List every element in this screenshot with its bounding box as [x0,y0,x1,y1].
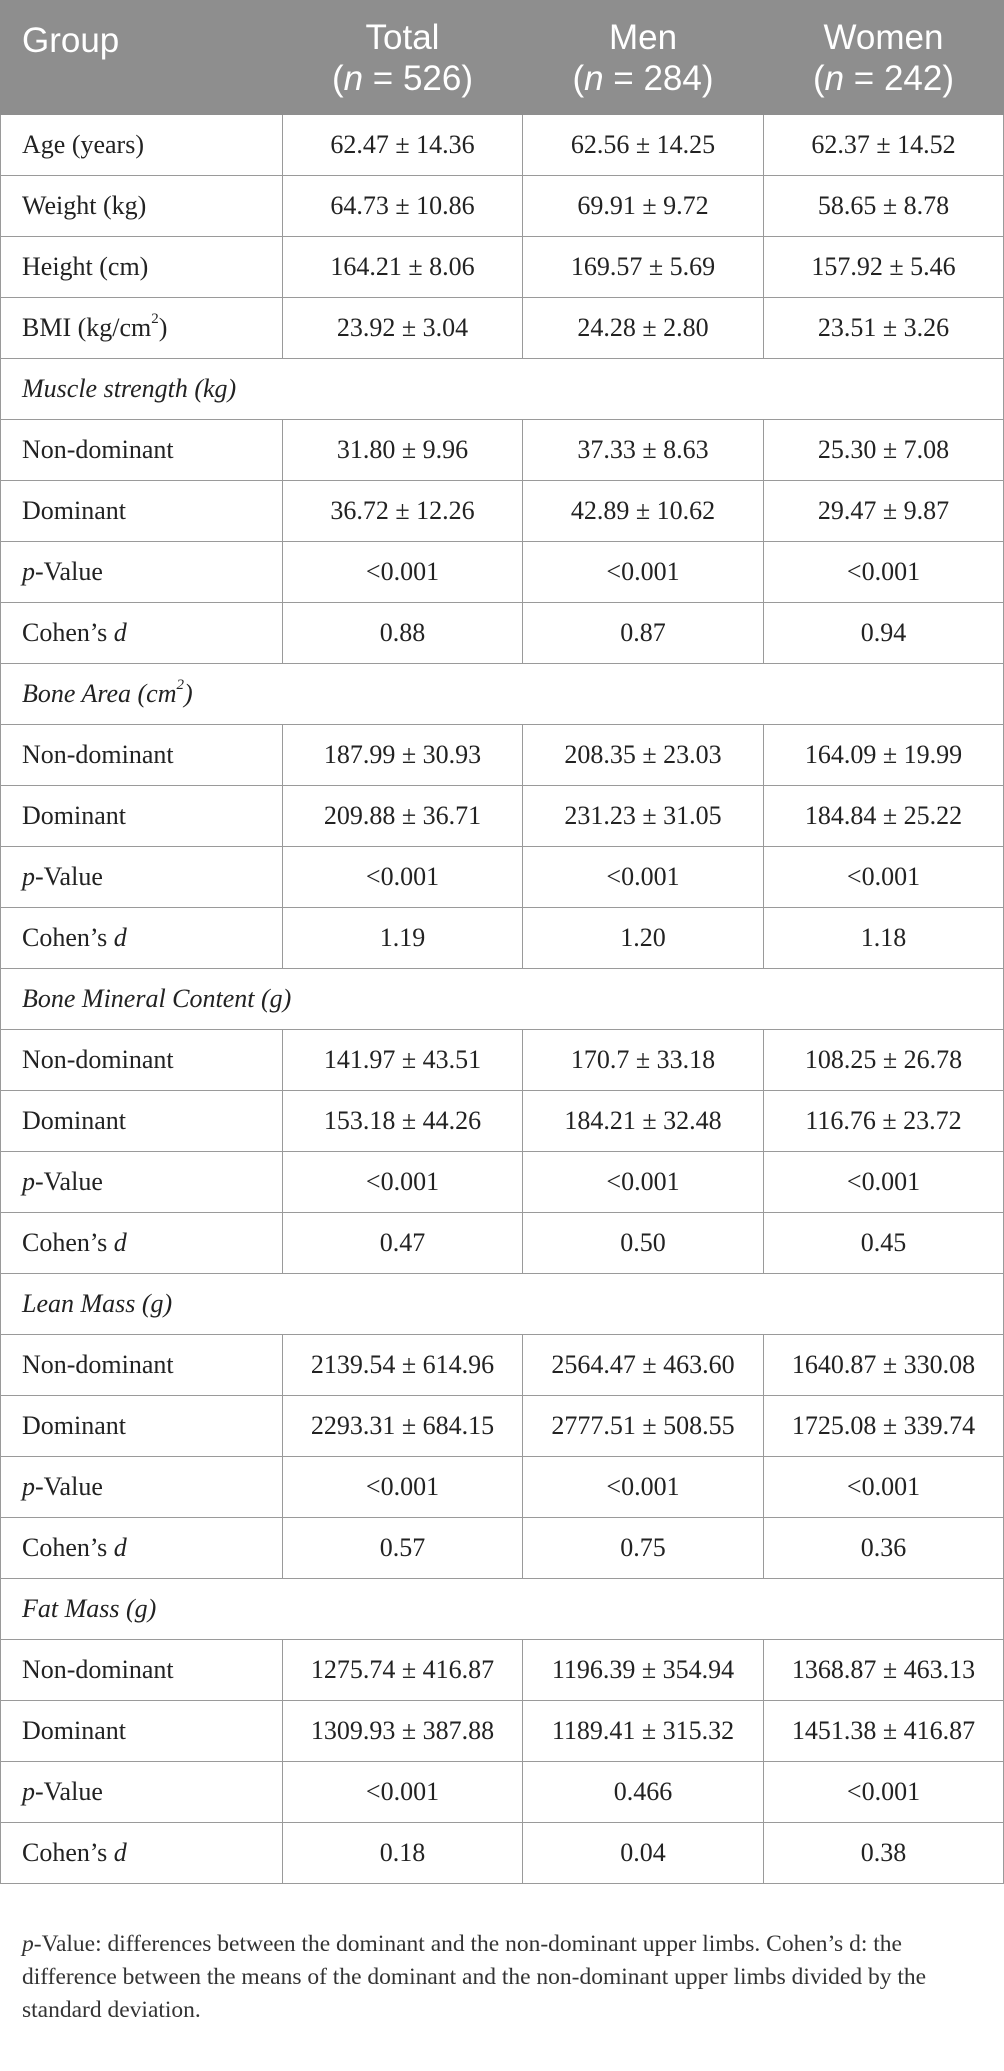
cell-women: <0.001 [764,1762,1004,1823]
cell-women: 184.84 ± 25.22 [764,786,1004,847]
cell-total: <0.001 [283,542,523,603]
cell-total: 0.88 [283,603,523,664]
row-label: Height (cm) [1,237,283,298]
header-total [283,1,523,115]
table-row [1,908,1004,969]
section-header [1,359,1004,420]
cell-total: <0.001 [283,1762,523,1823]
cell-men: <0.001 [523,1152,764,1213]
cell-women: 1451.38 ± 416.87 [764,1701,1004,1762]
cell-total: 2293.31 ± 684.15 [283,1396,523,1457]
cell-men: 1.20 [523,908,764,969]
row-label: p-Value [1,1152,283,1213]
table-row [1,237,1004,298]
table-row [1,1091,1004,1152]
cell-total: 23.92 ± 3.04 [283,298,523,359]
cell-total: 0.18 [283,1823,523,1884]
cell-women: 0.36 [764,1518,1004,1579]
row-label: Dominant [1,786,283,847]
cell-men: 0.50 [523,1213,764,1274]
header-women-name: Women [823,17,944,57]
cell-men: 69.91 ± 9.72 [523,176,764,237]
cell-total: <0.001 [283,847,523,908]
header-men [523,1,764,115]
cell-total: 209.88 ± 36.71 [283,786,523,847]
cell-men: 62.56 ± 14.25 [523,115,764,176]
table-row [1,481,1004,542]
cell-men: 42.89 ± 10.62 [523,481,764,542]
section-title: Bone Mineral Content (g) [1,969,1004,1030]
cell-total: 1.19 [283,908,523,969]
cell-total: 141.97 ± 43.51 [283,1030,523,1091]
cell-total: 1275.74 ± 416.87 [283,1640,523,1701]
cell-total: 0.47 [283,1213,523,1274]
cell-women: 1368.87 ± 463.13 [764,1640,1004,1701]
cell-women: 157.92 ± 5.46 [764,237,1004,298]
cell-men: 2564.47 ± 463.60 [523,1335,764,1396]
header-total-n: (n = 526) [331,58,474,98]
cell-men: 231.23 ± 31.05 [523,786,764,847]
cell-men: <0.001 [523,542,764,603]
row-label: Weight (kg) [1,176,283,237]
cell-men: <0.001 [523,847,764,908]
row-label: Dominant [1,481,283,542]
table-footnote: p-Value: differences between the dominant and the non-dominant upper limbs. Cohen’s d: the difference between the means of the dominant and the non-dominant upper limbs divided by the standard deviation. [22,1931,927,2023]
section-title: Lean Mass (g) [1,1274,1004,1335]
header-total-name: Total [365,17,440,57]
table-row [1,298,1004,359]
cell-total: 164.21 ± 8.06 [283,237,523,298]
cell-men: 1189.41 ± 315.32 [523,1701,764,1762]
cell-men: 2777.51 ± 508.55 [523,1396,764,1457]
row-label: Cohen’s d [1,1823,283,1884]
section-title: Muscle strength (kg) [1,359,1004,420]
table-row [1,603,1004,664]
cell-men: 37.33 ± 8.63 [523,420,764,481]
row-label: Non-dominant [1,1640,283,1701]
cell-women: 164.09 ± 19.99 [764,725,1004,786]
cell-total: 62.47 ± 14.36 [283,115,523,176]
cell-women: <0.001 [764,1152,1004,1213]
table-row [1,786,1004,847]
table-row [1,1762,1004,1823]
row-label: Non-dominant [1,1335,283,1396]
table-row [1,1457,1004,1518]
cell-total: 1309.93 ± 387.88 [283,1701,523,1762]
cell-men: 170.7 ± 33.18 [523,1030,764,1091]
cell-women: 0.94 [764,603,1004,664]
section-title: Bone Area $(cm^2)$ [1,664,1004,725]
cell-total: 36.72 ± 12.26 [283,481,523,542]
cell-women: 1725.08 ± 339.74 [764,1396,1004,1457]
header-women-n: (n = 242) [812,58,955,98]
section-header [1,664,1004,725]
table-row [1,1701,1004,1762]
cell-men: 0.75 [523,1518,764,1579]
header-row [1,1,1004,115]
row-label: Dominant [1,1396,283,1457]
cell-men: 184.21 ± 32.48 [523,1091,764,1152]
cell-men: 24.28 ± 2.80 [523,298,764,359]
section-title: Fat Mass (g) [1,1579,1004,1640]
cell-men: 169.57 ± 5.69 [523,237,764,298]
cell-women: <0.001 [764,847,1004,908]
cell-men: 0.466 [523,1762,764,1823]
cell-women: 23.51 ± 3.26 [764,298,1004,359]
cell-women: <0.001 [764,542,1004,603]
cell-total: 0.57 [283,1518,523,1579]
header-men-n: (n = 284) [572,58,714,98]
row-label: Non-dominant [1,725,283,786]
cell-total: 31.80 ± 9.96 [283,420,523,481]
row-label: Cohen’s d [1,603,283,664]
header-men-name: Men [608,17,678,57]
table-row [1,1213,1004,1274]
table-row [1,847,1004,908]
cell-total: <0.001 [283,1457,523,1518]
cell-women: <0.001 [764,1457,1004,1518]
section-header [1,1274,1004,1335]
cell-women: 0.45 [764,1213,1004,1274]
row-label: Cohen’s d [1,1518,283,1579]
header-group: Group [1,1,283,115]
row-label: p-Value [1,847,283,908]
cell-total: 2139.54 ± 614.96 [283,1335,523,1396]
table-row [1,1030,1004,1091]
cell-women: 62.37 ± 14.52 [764,115,1004,176]
cell-women: 0.38 [764,1823,1004,1884]
row-label: Non-dominant [1,420,283,481]
cell-men: <0.001 [523,1457,764,1518]
table-row [1,1396,1004,1457]
table-row [1,542,1004,603]
cell-women: 116.76 ± 23.72 [764,1091,1004,1152]
row-label: Dominant [1,1091,283,1152]
table-row [1,725,1004,786]
cell-women: 1640.87 ± 330.08 [764,1335,1004,1396]
table-row [1,176,1004,237]
row-label: p-Value [1,1457,283,1518]
cell-total: <0.001 [283,1152,523,1213]
section-header [1,969,1004,1030]
cell-women: 1.18 [764,908,1004,969]
cell-women: 29.47 ± 9.87 [764,481,1004,542]
cell-total: 64.73 ± 10.86 [283,176,523,237]
table-row [1,1152,1004,1213]
row-label: Dominant [1,1701,283,1762]
table-row [1,1335,1004,1396]
table-row [1,1823,1004,1884]
row-label: Age (years) [1,115,283,176]
cell-men: 0.04 [523,1823,764,1884]
row-label: Cohen’s d [1,908,283,969]
header-women [764,1,1004,115]
section-header [1,1579,1004,1640]
table-row [1,1518,1004,1579]
cell-women: 25.30 ± 7.08 [764,420,1004,481]
row-label: Cohen’s d [1,1213,283,1274]
cell-women: 108.25 ± 26.78 [764,1030,1004,1091]
row-label: p-Value [1,542,283,603]
cell-men: 0.87 [523,603,764,664]
cell-women: 58.65 ± 8.78 [764,176,1004,237]
cell-total: 153.18 ± 44.26 [283,1091,523,1152]
table-row [1,1640,1004,1701]
table-row [1,420,1004,481]
cell-men: 1196.39 ± 354.94 [523,1640,764,1701]
row-label: BMI $(kg/cm^2)$ [1,298,283,359]
table-row [1,115,1004,176]
row-label: Non-dominant [1,1030,283,1091]
row-label: p-Value [1,1762,283,1823]
cell-men: 208.35 ± 23.03 [523,725,764,786]
cell-total: 187.99 ± 30.93 [283,725,523,786]
